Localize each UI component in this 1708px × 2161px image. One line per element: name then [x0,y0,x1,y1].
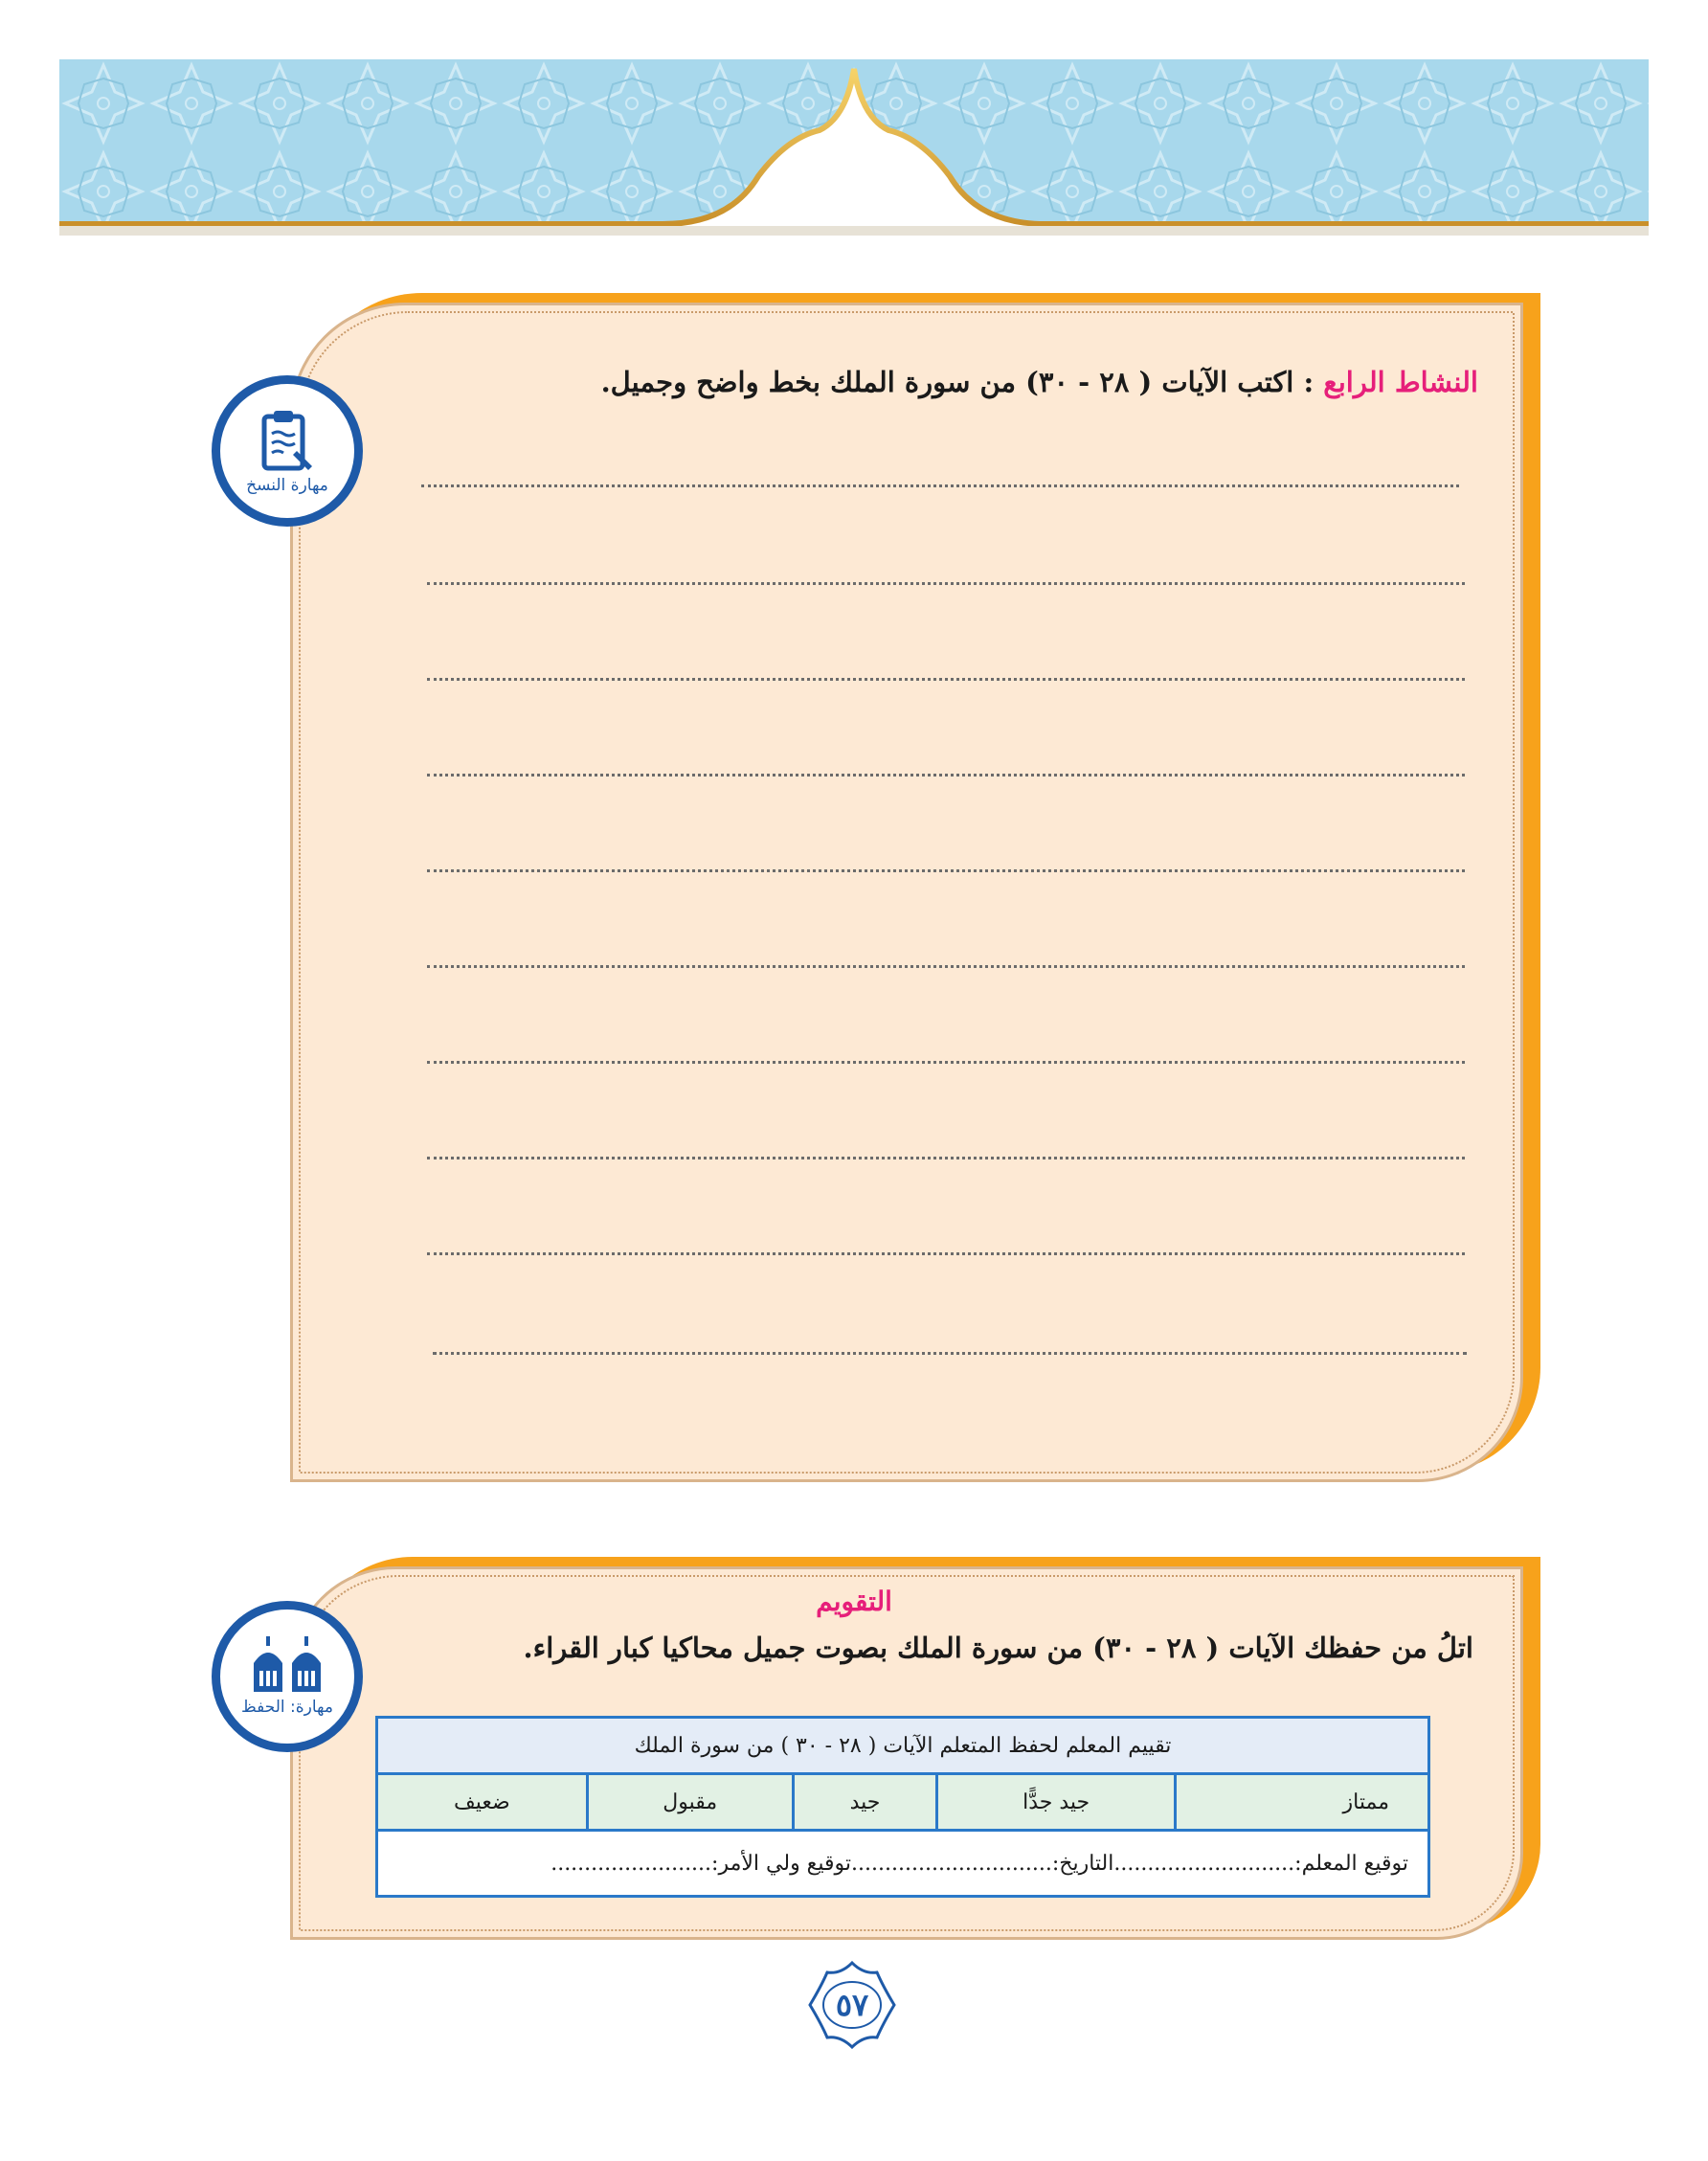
grade-acceptable[interactable]: مقبول [587,1774,793,1831]
writing-line[interactable] [427,1157,1465,1159]
writing-line[interactable] [433,1352,1467,1355]
activity-label: النشاط الرابع [1323,366,1478,398]
writing-line[interactable] [421,484,1459,487]
writing-line[interactable] [427,678,1465,681]
writing-line[interactable] [427,774,1465,777]
writing-line[interactable] [427,869,1465,872]
writing-line[interactable] [427,1061,1465,1064]
grade-excellent[interactable]: ممتاز [1175,1774,1428,1831]
activity-separator: : [1293,366,1324,398]
writing-line[interactable] [427,965,1465,968]
mosque-minarets-icon [250,1636,325,1696]
grade-very-good[interactable]: جيد جدًّا [937,1774,1176,1831]
header-banner [59,59,1649,236]
table-title: تقييم المعلم لحفظ المتعلم الآيات ( ٢٨ - ٣٠ ) من سورة الملك [377,1718,1429,1774]
memorization-skill-label: مهارة: الحفظ [241,1698,333,1717]
page-number: ٥٧ [835,1987,869,2023]
grades-row [377,1774,1429,1831]
activity-title [329,366,1478,398]
activity-panel [290,303,1523,1482]
signatures-row [377,1831,1429,1897]
activity-instruction: اكتب الآيات ( ٢٨ - ٣٠) من سورة الملك بخط واضح وجميل. [600,366,1294,398]
writing-line[interactable] [427,582,1465,585]
signatures-line[interactable]: توقيع المعلم:...........................التاريخ:..............................توقيع ولي الأمر:........................ [377,1831,1429,1897]
copy-skill-label: مهارة النسخ [246,476,328,495]
table-title-row [377,1718,1429,1774]
writing-line[interactable] [427,1252,1465,1255]
islamic-pattern-banner-icon [59,59,1649,236]
evaluation-heading: التقويم [816,1586,892,1617]
evaluation-instruction: اتلُ من حفظك الآيات ( ٢٨ - ٣٠) من سورة الملك بصوت جميل محاكيا كبار القراء. [523,1632,1473,1664]
grade-good[interactable]: جيد [793,1774,937,1831]
memorization-skill-badge [212,1601,363,1752]
page-number-badge [806,1959,898,2051]
clipboard-pen-icon [257,407,318,474]
grade-weak[interactable]: ضعيف [377,1774,588,1831]
teacher-evaluation-table [375,1716,1430,1898]
